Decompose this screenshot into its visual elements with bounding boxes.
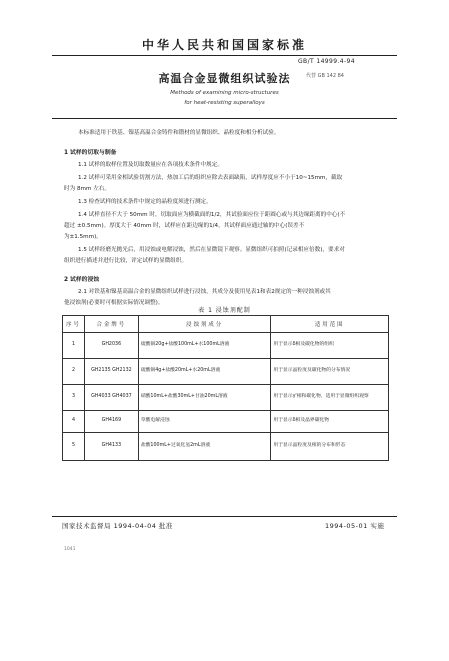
- row-use: 用于显示δ相及碳化物的组织: [271, 333, 389, 359]
- row-agent: 硝酸10mL+盐酸30mL+甘油20mL溶液: [138, 385, 271, 411]
- row-no: 3: [63, 385, 85, 411]
- section-1-heading: 1 试样的切取与制备: [64, 150, 117, 156]
- row-use: 用于显示晶粒度及相的分布和形态: [271, 433, 389, 461]
- table-header-row: [63, 316, 389, 333]
- english-title-line1: Methods of examining micro-structures: [170, 90, 279, 96]
- footer-rule: [52, 516, 397, 517]
- row-alloy: GH4169: [84, 411, 138, 433]
- row-agent: 盐酸100mL+过氧化氢2mL溶液: [138, 433, 271, 461]
- para-1-5-cont: 组织进行描述并进行比较，评定试样的显微组织。: [64, 258, 188, 264]
- title-rule: [52, 118, 397, 119]
- para-1-4-cont1: 超过 ±0.5mm)。厚度大于 40mm 时，试样应在距边缘的1/4，其试样面应通过轴的中心(误差不: [64, 223, 305, 229]
- row-no: 1: [63, 333, 85, 359]
- reagent-table: [62, 315, 389, 461]
- table-row: [63, 411, 389, 433]
- row-no: 2: [63, 359, 85, 385]
- row-use: 用于显示γ'相和碳化物，适用于显微组织观察: [271, 385, 389, 411]
- row-use: 用于显示δ相及晶界碳化物: [271, 411, 389, 433]
- row-alloy: GH2135 GH2132: [84, 359, 138, 385]
- col-header-alloy: 合金牌号: [84, 316, 138, 333]
- row-use: 用于显示晶粒度及碳化物的分布情况: [271, 359, 389, 385]
- row-alloy: GH4033 GH4037: [84, 385, 138, 411]
- page-number: 1041: [64, 547, 76, 552]
- para-1-2-cont: 时为 8mm 左右。: [64, 186, 110, 192]
- para-1-3: 1.3 检查试样的技术条件中规定的晶粒度须进行测定。: [78, 199, 212, 205]
- para-1-4: 1.4 试样直径不大于 50mm 时，切取面应为横截面的1/2，其试验面应位于距圆心或与其边缘距离的中心(不: [78, 212, 346, 218]
- row-alloy: GH4133: [84, 433, 138, 461]
- header-rule: [52, 55, 397, 56]
- english-title-line2: for heat-resisting superalloys: [184, 100, 265, 106]
- row-no: 5: [63, 433, 85, 461]
- col-header-agent: 浸蚀剂成分: [138, 316, 271, 333]
- table-title: 表 1 浸蚀剂配制: [198, 307, 251, 314]
- col-header-use: 适用范围: [271, 316, 389, 333]
- standard-header: 中华人民共和国国家标准: [141, 38, 307, 52]
- table-row: [63, 385, 389, 411]
- table-row: [63, 359, 389, 385]
- table-row: [63, 433, 389, 461]
- para-1-4-cont2: 为±1.5mm)。: [64, 234, 102, 240]
- section-2-heading: 2 试样的浸蚀: [64, 277, 100, 283]
- row-agent: 硫酸铜4g+盐酸20mL+水20mL溶液: [138, 359, 271, 385]
- standard-code: GB/T 14999.4-94: [298, 58, 355, 65]
- row-alloy: GH2036: [84, 333, 138, 359]
- document-title: 高温合金显微组织试验法: [158, 72, 291, 85]
- row-agent: 草酸电解浸蚀: [138, 411, 271, 433]
- table-row: [63, 333, 389, 359]
- standard-replaces: 代替 GB 142 84: [306, 73, 344, 79]
- para-2-1: 2.1 对铁基和镍基高温合金的显微组织试样进行浸蚀，其成分及使用见表1和表2规定的一种浸蚀剂或其: [78, 289, 331, 295]
- effective-date: 1994-05-01 实施: [325, 522, 385, 530]
- para-1-2: 1.2 试样可采用金相试验切割方法，热加工后的组织应除去表面缺陷，试样厚度应不小于10~15mm，截取: [78, 175, 343, 181]
- para-2-1-cont: 他浸蚀剂(必要时可根据实际情况调整)。: [64, 300, 164, 306]
- row-agent: 硫酸铜20g+盐酸100mL+水100mL溶液: [138, 333, 271, 359]
- col-header-no: 序号: [63, 316, 85, 333]
- para-1-5: 1.5 试样经磨光抛光后，用浸蚀或电解浸蚀，然后在显微镜下观察。显微组织可拍照(记录相应倍数)，要求对: [78, 247, 345, 253]
- intro-paragraph: 本标准适用于铁基、镍基高温合金铸件和锻材的显微组织、晶粒度和相分析试验。: [78, 130, 280, 136]
- approval-date: 国家技术监督局 1994-04-04 批准: [62, 522, 173, 530]
- row-no: 4: [63, 411, 85, 433]
- para-1-1: 1.1 试样的取样位置及切取数量应在各项技术条件中规定。: [78, 162, 223, 168]
